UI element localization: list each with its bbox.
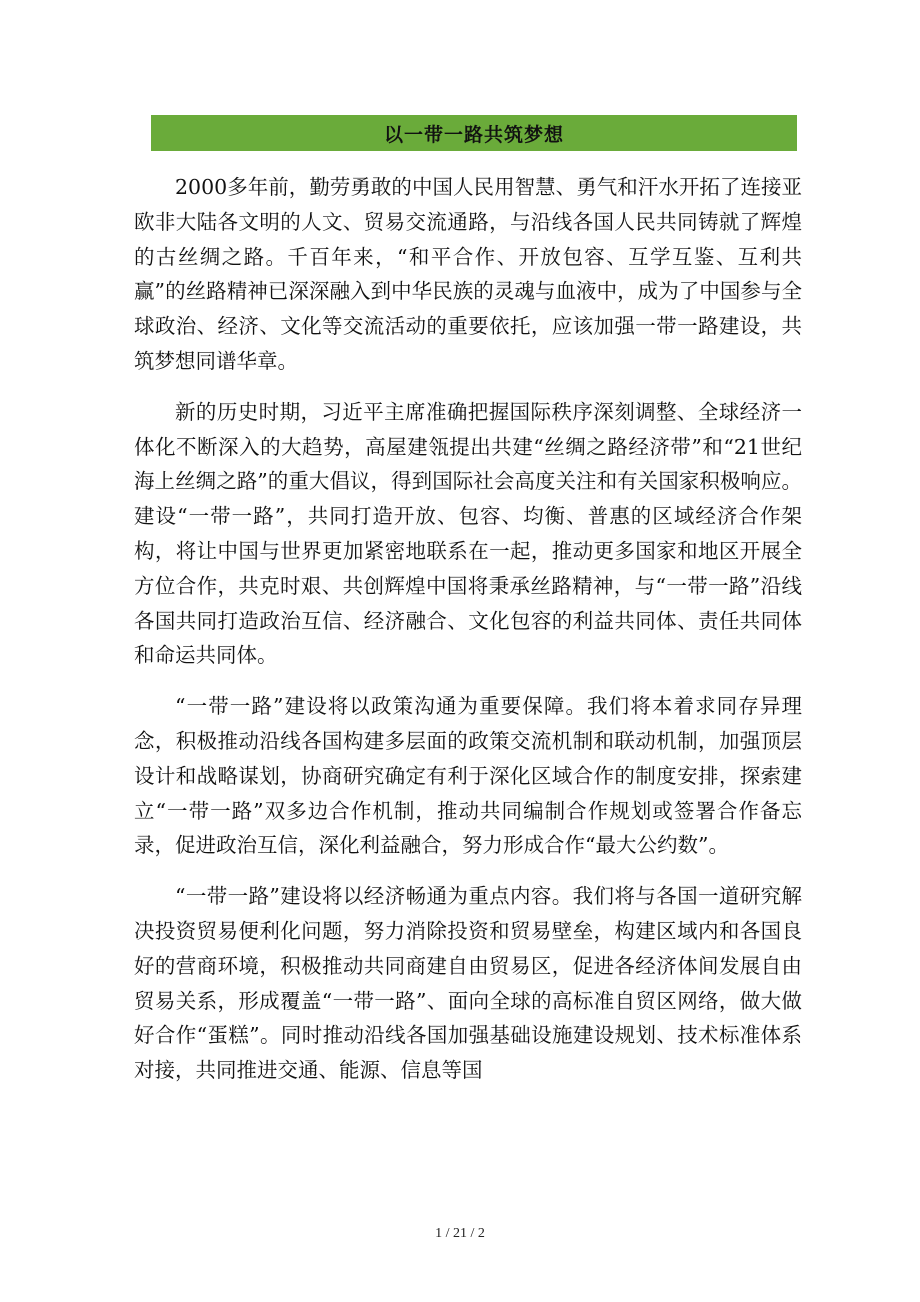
paragraph-4: “一带一路”建设将以经济畅通为重点内容。我们将与各国一道研究解决投资贸易便利化问题，努力消除投资和贸易壁垒，构建区域内和各国良好的营商环境，积极推动共同商建自由贸易区，促进各经济体间发展自由贸易关系，形成覆盖“一带一路”、面向全球的高标准自贸区网络，做大做好合作“蛋糕”。同时推动沿线各国加强基础设施建设规划、技术标准体系对接，共同推进交通、能源、信息等国 bbox=[134, 884, 802, 1083]
paragraph-1: 2000多年前，勤劳勇敢的中国人民用智慧、勇气和汗水开拓了连接亚欧非大陆各文明的人文、贸易交流通路，与沿线各国人民共同铸就了辉煌的古丝绸之路。千百年来，“和平合作、开放包容、互学互鉴、互利共赢”的丝路精神已深深融入到中华民族的灵魂与血液中，成为了中国参与全球政治、经济、文化等交流活动的重要依托，应该加强一带一路建设，共筑梦想同谱华章。 bbox=[134, 175, 802, 373]
document-body bbox=[134, 170, 802, 1104]
title-banner bbox=[151, 115, 797, 151]
page-number: 1 / 21 / 2 bbox=[435, 1226, 485, 1241]
document-title: 以一带一路共筑梦想 bbox=[383, 123, 564, 146]
paragraph-2: 新的历史时期，习近平主席准确把握国际秩序深刻调整、全球经济一体化不断深入的大趋势，高屋建瓴提出共建“丝绸之路经济带”和“21世纪海上丝绸之路”的重大倡议，得到国际社会高度关注和有关国家积极响应。建设“一带一路”，共同打造开放、包容、均衡、普惠的区域经济合作架构，将让中国与世界更加紧密地联系在一起，推动更多国家和地区开展全方位合作，共克时艰、共创辉煌中国将秉承丝路精神，与“一带一路”沿线各国共同打造政治互信、经济融合、文化包容的利益共同体、责任共同体和命运共同体。 bbox=[134, 399, 802, 668]
paragraph-3: “一带一路”建设将以政策沟通为重要保障。我们将本着求同存异理念，积极推动沿线各国构建多层面的政策交流机制和联动机制，加强顶层设计和战略谋划，协商研究确定有利于深化区域合作的制度安排，探索建立“一带一路”双多边合作机制，推动共同编制合作规划或签署合作备忘录，促进政治互信，深化利益融合，努力形成合作“最大公约数”。 bbox=[134, 694, 802, 858]
